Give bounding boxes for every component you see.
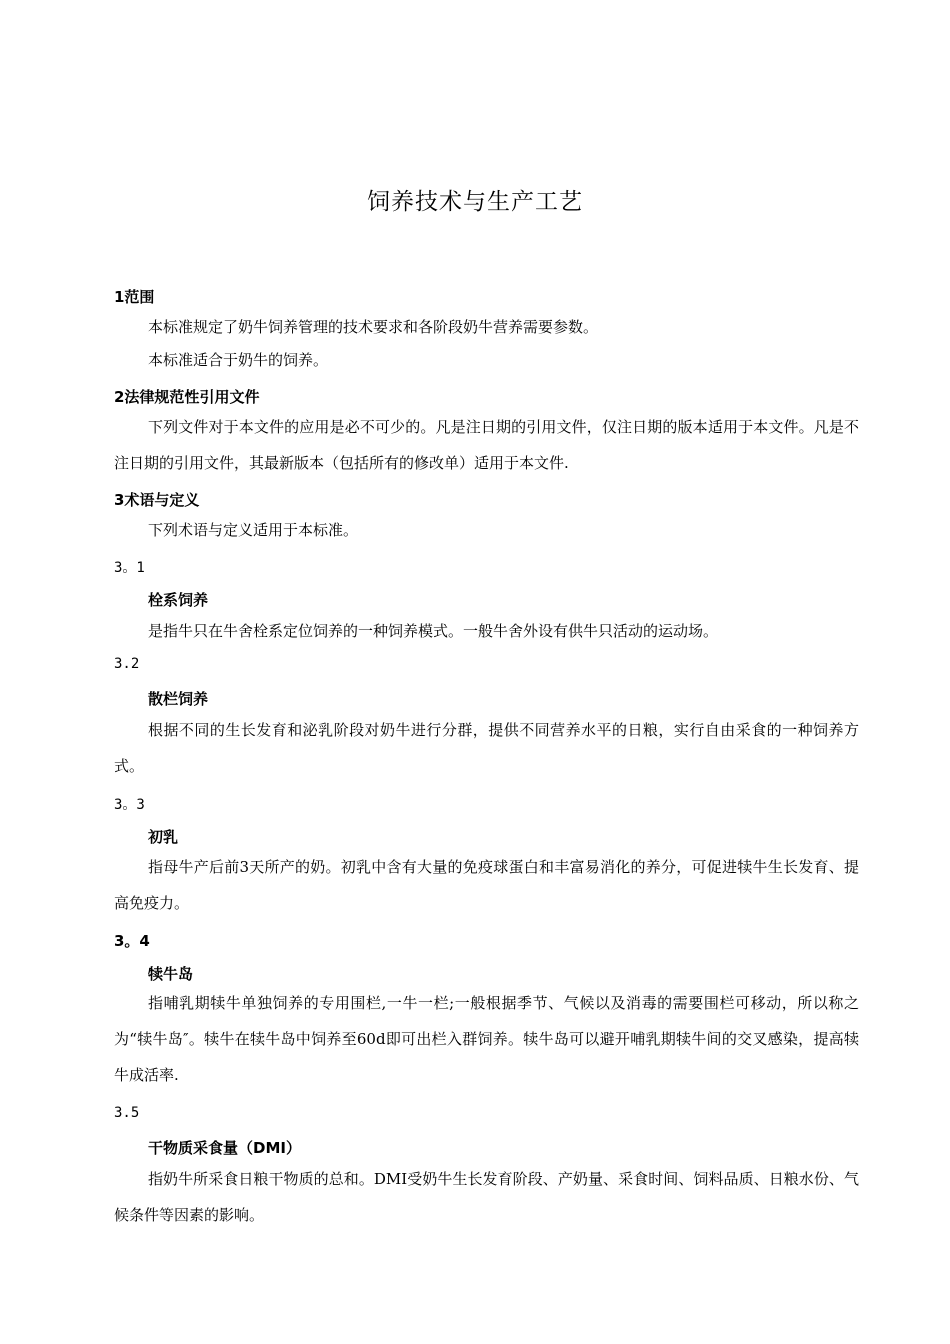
section-heading-terms: 3术语与定义 <box>114 491 200 509</box>
term-number: 3。4 <box>114 932 150 950</box>
term-title: 干物质采食量（DMI） <box>148 1139 301 1157</box>
document-title: 饲养技术与生产工艺 <box>367 189 583 215</box>
term-number: 3.2 <box>114 656 140 672</box>
term-title: 散栏饲养 <box>148 690 209 708</box>
term-definition: 根据不同的生长发育和泌乳阶段对奶牛进行分群，提供不同营养水平的日粮，实行自由采食的一种饲养方式。 <box>114 721 859 775</box>
term-title: 犊牛岛 <box>148 965 194 983</box>
term-title: 初乳 <box>148 828 179 846</box>
references-paragraph: 下列文件对于本文件的应用是必不可少的。凡是注日期的引用文件，仅注日期的版本适用于本文件。凡是不注日期的引用文件，其最新版本（包括所有的修改单）适用于本文件. <box>114 418 859 472</box>
section-heading-scope: 1范围 <box>114 288 155 306</box>
term-definition: 指奶牛所采食日粮干物质的总和。DMI受奶牛生长发育阶段、产奶量、采食时间、饲料品质、日粮水份、气候条件等因素的影响。 <box>114 1170 859 1224</box>
term-number: 3.5 <box>114 1105 140 1121</box>
term-number: 3。3 <box>114 797 145 813</box>
term-definition: 是指牛只在牛舍栓系定位饲养的一种饲养模式。一般牛舍外设有供牛只活动的运动场。 <box>148 622 719 640</box>
term-definition: 指母牛产后前3天所产的奶。初乳中含有大量的免疫球蛋白和丰富易消化的养分，可促进犊牛生长发育、提高免疫力。 <box>114 858 859 912</box>
term-definition: 指哺乳期犊牛单独饲养的专用围栏,一牛一栏;一般根据季节、气候以及消毒的需要围栏可移动，所以称之为“犊牛岛″。犊牛在犊牛岛中饲养至60d即可出栏入群饲养。犊牛岛可以避开哺乳期犊牛间的交叉感染，提高犊牛成活率. <box>114 994 859 1084</box>
section-heading-references: 2法律规范性引用文件 <box>114 388 260 406</box>
term-number: 3。1 <box>114 560 145 576</box>
scope-paragraph-2: 本标准适合于奶牛的饲养。 <box>148 351 329 369</box>
term-title: 栓系饲养 <box>148 591 209 609</box>
terms-intro-paragraph: 下列术语与定义适用于本标准。 <box>148 521 359 539</box>
scope-paragraph-1: 本标准规定了奶牛饲养管理的技术要求和各阶段奶牛营养需要参数。 <box>148 318 599 336</box>
